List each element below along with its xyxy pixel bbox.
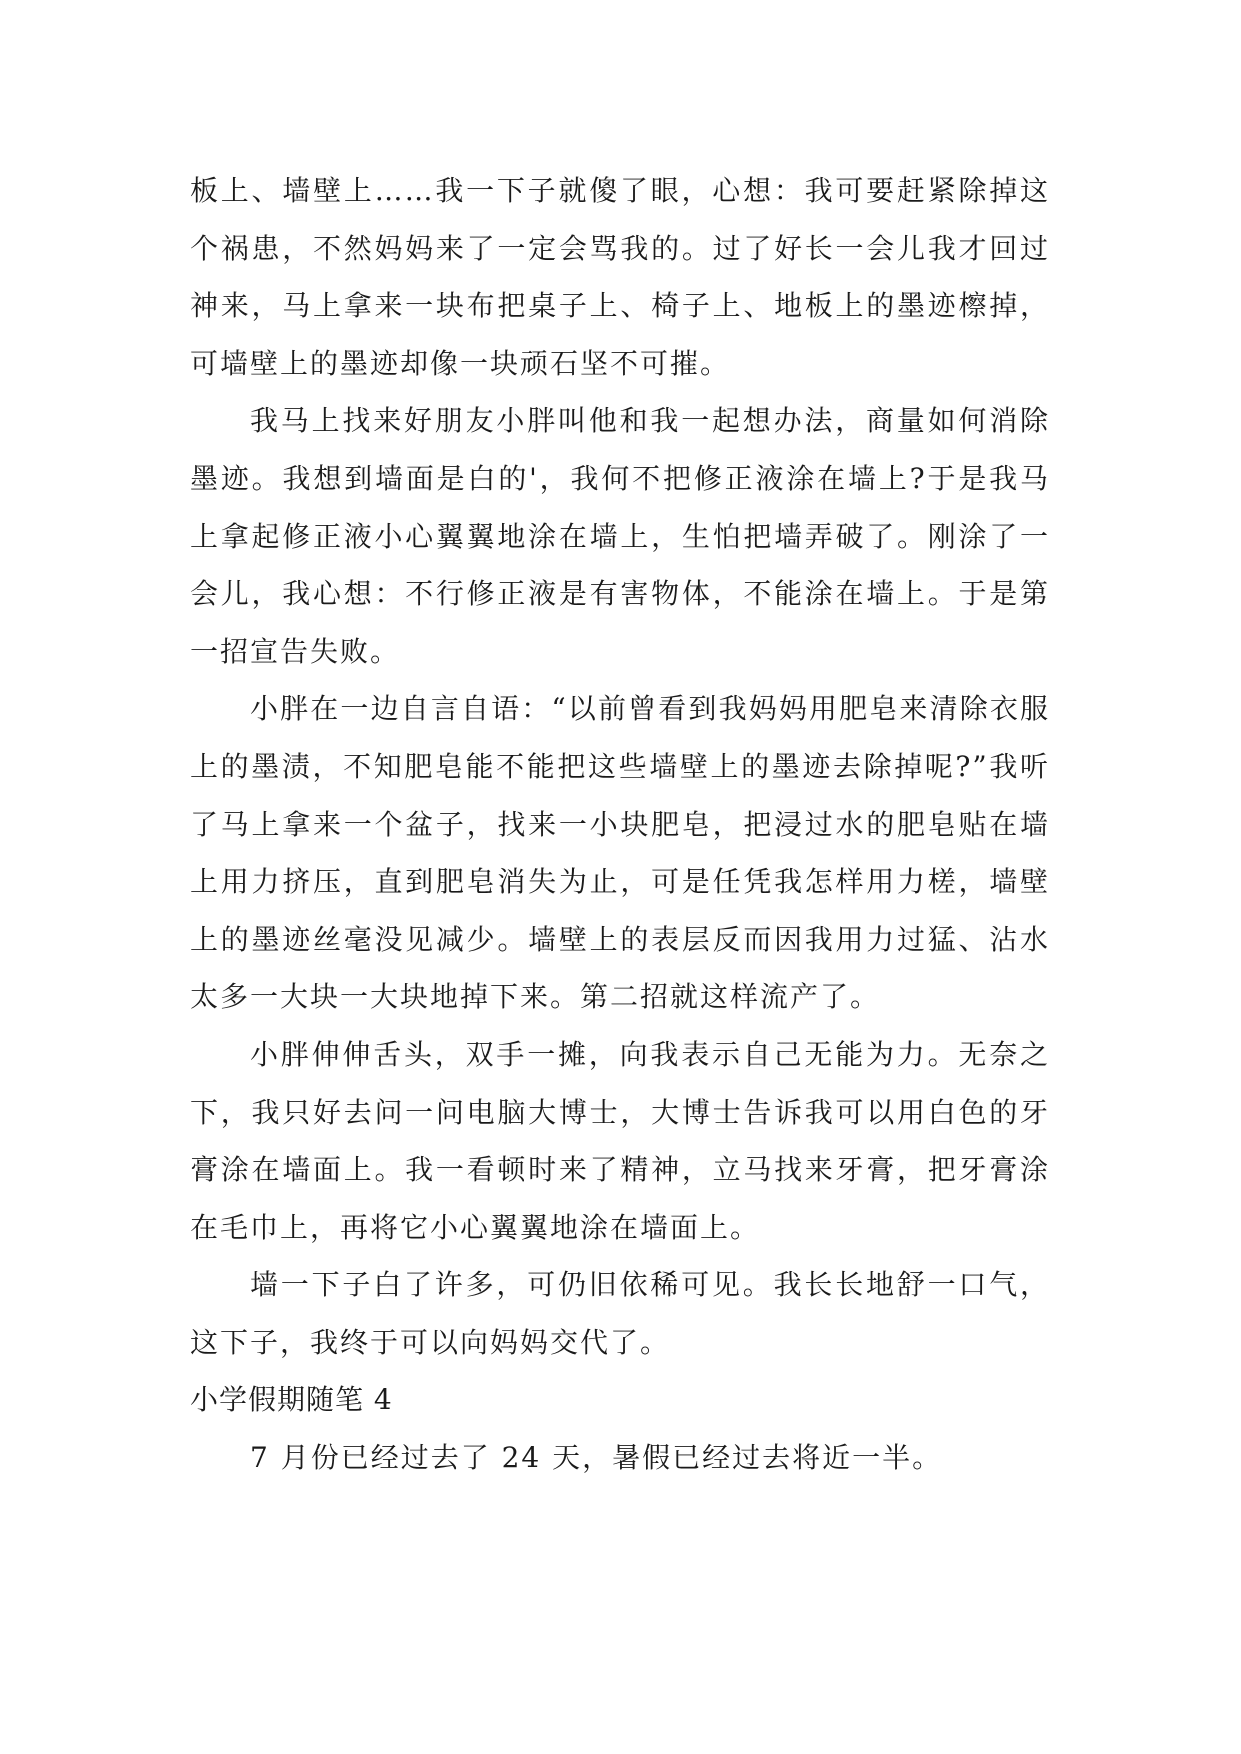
paragraph-continued: 板上、墙壁上……我一下子就傻了眼，心想：我可要赶紧除掉这个祸患，不然妈妈来了一定会骂我的。过了好长一会儿我才回过神来，马上拿来一块布把桌子上、椅子上、地板上的墨迹檫掉，可墙壁上的墨迹却像一块顽石坚不可摧。 [190,174,1050,380]
document-body [190,162,1050,1487]
paragraph-july: 7 月份已经过去了 24 天，暑假已经过去将近一半。 [250,1441,943,1475]
paragraph-toothpaste: 小胖伸伸舌头，双手一摊，向我表示自己无能为力。无奈之下，我只好去问一问电脑大博士，大博士告诉我可以用白色的牙膏涂在墙面上。我一看顿时来了精神，立马找来牙膏，把牙膏涂在毛巾上，再将它小心翼翼地涂在墙面上。 [190,1037,1050,1244]
paragraph-soap: 小胖在一边自言自语：“以前曾看到我妈妈用肥皂来清除衣服上的墨渍，不知肥皂能不能把这些墙壁上的墨迹去除掉呢?”我听了马上拿来一个盆子，找来一小块肥皂，把浸过水的肥皂贴在墙上用力挤压，直到肥皂消失为止，可是任凭我怎样用力槎，墙壁上的墨迹丝毫没见减少。墙壁上的表层反而因我用力过猛、沾水太多一大块一大块地掉下来。第二招就这样流产了。 [190,692,1050,1014]
paragraph-correction-fluid: 我马上找来好朋友小胖叫他和我一起想办法，商量如何消除墨迹。我想到墙面是白的'，我何不把修正液涂在墙上?于是我马上拿起修正液小心翼翼地涂在墙上，生怕把墙弄破了。刚涂了一会儿，我心想：不行修正液是有害物体，不能涂在墙上。于是第一招宣告失败。 [190,404,1050,668]
paragraph-relief: 墙一下子白了许多，可仍旧依稀可见。我长长地舒一口气，这下子，我终于可以向妈妈交代了。 [190,1268,1050,1359]
section-title: 小学假期随笔 4 [190,1383,393,1417]
